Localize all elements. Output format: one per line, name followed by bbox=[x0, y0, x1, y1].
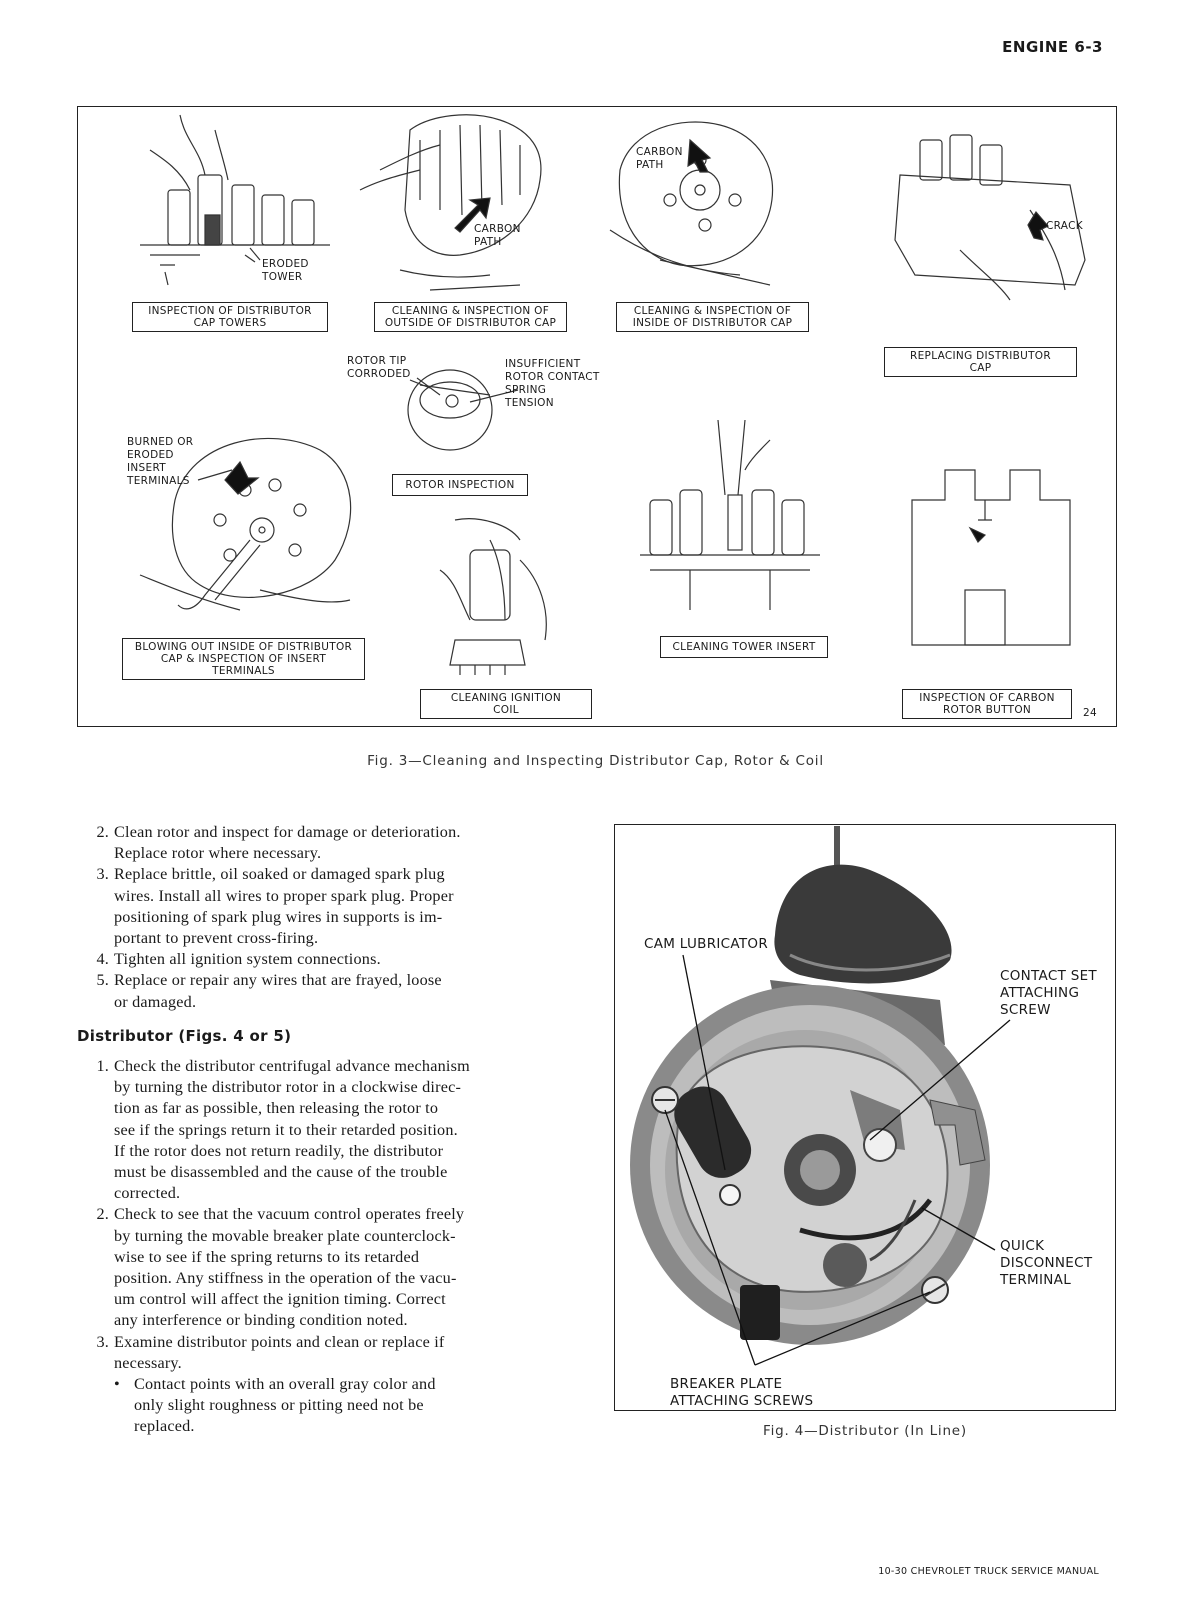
breaker-plate-screws-label bbox=[670, 1376, 813, 1410]
text-line: Replace rotor where necessary. bbox=[114, 844, 322, 863]
text-line: If the rotor does not return readily, the distributor bbox=[114, 1141, 444, 1160]
label-line: ATTACHING bbox=[1000, 985, 1080, 1001]
caption-line: CAP bbox=[969, 362, 992, 374]
caption-line: CAP TOWERS bbox=[193, 317, 267, 329]
callout-line: CARBON bbox=[636, 146, 683, 158]
caption-line: INSIDE OF DISTRIBUTOR CAP bbox=[632, 317, 793, 329]
quick-disconnect-label bbox=[1000, 1238, 1092, 1289]
caption-line: CLEANING IGNITION bbox=[450, 692, 562, 704]
text-line: Replace brittle, oil soaked or damaged spark plug bbox=[114, 865, 445, 884]
caption-line: ROTOR INSPECTION bbox=[405, 479, 515, 491]
text-line: Check to see that the vacuum control operates freely bbox=[114, 1205, 465, 1224]
callout-line: TOWER bbox=[262, 271, 303, 283]
text-line: portant to prevent cross-firing. bbox=[114, 929, 319, 948]
crack-callout: CRACK bbox=[1046, 220, 1083, 232]
callout-line: INSUFFICIENT bbox=[505, 358, 581, 370]
text-line: positioning of spark plug wires in supports is im- bbox=[114, 907, 443, 926]
figure-4-caption: Fig. 4—Distributor (In Line) bbox=[763, 1423, 967, 1439]
text-line: must be disassembled and the cause of the trouble bbox=[114, 1163, 448, 1182]
label-line: DISCONNECT bbox=[1000, 1255, 1093, 1271]
caption-line: INSPECTION OF CARBON bbox=[919, 692, 1055, 704]
figure-3-caption: Fig. 3—Cleaning and Inspecting Distributor Cap, Rotor & Coil bbox=[367, 753, 824, 769]
text-line: necessary. bbox=[114, 1353, 182, 1372]
text-line: see if the springs return it to their retarded position. bbox=[114, 1120, 458, 1139]
callout-line: CORRODED bbox=[347, 368, 411, 380]
caption-line: CLEANING & INSPECTION OF bbox=[633, 305, 792, 317]
text-line: tion as far as possible, then releasing the rotor to bbox=[114, 1099, 439, 1118]
callout-line: PATH bbox=[474, 236, 502, 248]
label-line: SCREW bbox=[1000, 1002, 1051, 1018]
text-line: replaced. bbox=[134, 1417, 195, 1436]
text-line: only slight roughness or pitting need not be bbox=[134, 1396, 424, 1415]
text-line: Contact points with an overall gray color and bbox=[134, 1375, 436, 1394]
item-number: 3. bbox=[96, 865, 109, 884]
item-number: 3. bbox=[96, 1332, 109, 1351]
caption-line: CLEANING & INSPECTION OF bbox=[391, 305, 550, 317]
text-line: by turning the movable breaker plate counterclock- bbox=[114, 1226, 456, 1245]
callout-line: BURNED OR bbox=[127, 436, 194, 448]
caption-line: CLEANING TOWER INSERT bbox=[672, 641, 816, 653]
caption-line: CAP & INSPECTION OF INSERT bbox=[160, 653, 327, 665]
cam-lubricator-label: CAM LUBRICATOR bbox=[644, 936, 769, 952]
callout-line: CARBON bbox=[474, 223, 521, 235]
text-line: corrected. bbox=[114, 1184, 181, 1203]
item-number: 2. bbox=[96, 823, 109, 841]
text-line: any interference or binding condition noted. bbox=[114, 1311, 408, 1330]
text-line: or damaged. bbox=[114, 992, 197, 1011]
label-line: QUICK bbox=[1000, 1238, 1045, 1254]
callout-line: ERODED bbox=[262, 258, 309, 270]
callout-line: TENSION bbox=[505, 397, 554, 409]
label-line: CONTACT SET bbox=[1000, 968, 1097, 984]
callout-line: ERODED bbox=[127, 449, 174, 461]
text-line: by turning the distributor rotor in a clockwise direc- bbox=[114, 1078, 462, 1097]
caption-line: ROTOR BUTTON bbox=[942, 704, 1032, 716]
text-line: Clean rotor and inspect for damage or deterioration. bbox=[114, 823, 461, 841]
item-number: 5. bbox=[96, 971, 109, 990]
label-line: ATTACHING SCREWS bbox=[670, 1393, 814, 1409]
text-line: um control will affect the ignition timing. Correct bbox=[114, 1290, 446, 1309]
callout-line: SPRING bbox=[505, 384, 547, 396]
callout-line: INSERT bbox=[127, 462, 166, 474]
text-line: position. Any stiffness in the operation of the vacu- bbox=[114, 1269, 457, 1288]
section-title-distributor: Distributor (Figs. 4 or 5) bbox=[77, 1027, 292, 1045]
caption-line: BLOWING OUT INSIDE OF DISTRIBUTOR bbox=[134, 641, 353, 653]
caption-line: COIL bbox=[493, 704, 519, 716]
caption-line: TERMINALS bbox=[212, 665, 275, 677]
caption-line: INSPECTION OF DISTRIBUTOR bbox=[148, 305, 312, 317]
label-line: BREAKER PLATE bbox=[670, 1376, 783, 1392]
page-header: ENGINE 6-3 bbox=[1002, 38, 1103, 56]
callout-line: ROTOR TIP bbox=[347, 355, 407, 367]
contact-set-screw-label bbox=[1000, 968, 1097, 1019]
callout-line: TERMINALS bbox=[127, 475, 190, 487]
label-line: TERMINAL bbox=[1000, 1272, 1072, 1288]
item-number: 1. bbox=[96, 1057, 109, 1075]
text-line: wise to see if the spring returns to its retarded bbox=[114, 1247, 420, 1266]
figure-number: 24 bbox=[1083, 707, 1097, 719]
item-number: 4. bbox=[96, 950, 109, 969]
footer-manual-title: 10-30 CHEVROLET TRUCK SERVICE MANUAL bbox=[878, 1566, 1099, 1577]
text-line: wires. Install all wires to proper spark plug. Proper bbox=[114, 886, 454, 905]
callout-line: ROTOR CONTACT bbox=[505, 371, 600, 383]
bullet-icon: • bbox=[114, 1375, 120, 1394]
text-line: Check the distributor centrifugal advance mechanism bbox=[114, 1057, 470, 1075]
caption-line: OUTSIDE OF DISTRIBUTOR CAP bbox=[384, 317, 557, 329]
item-number: 2. bbox=[96, 1205, 109, 1224]
callout-line: PATH bbox=[636, 159, 664, 171]
text-line: Tighten all ignition system connections. bbox=[114, 950, 381, 969]
text-line: Examine distributor points and clean or replace if bbox=[114, 1332, 445, 1351]
caption-line: REPLACING DISTRIBUTOR bbox=[910, 350, 1051, 362]
text-line: Replace or repair any wires that are frayed, loose bbox=[114, 971, 442, 990]
